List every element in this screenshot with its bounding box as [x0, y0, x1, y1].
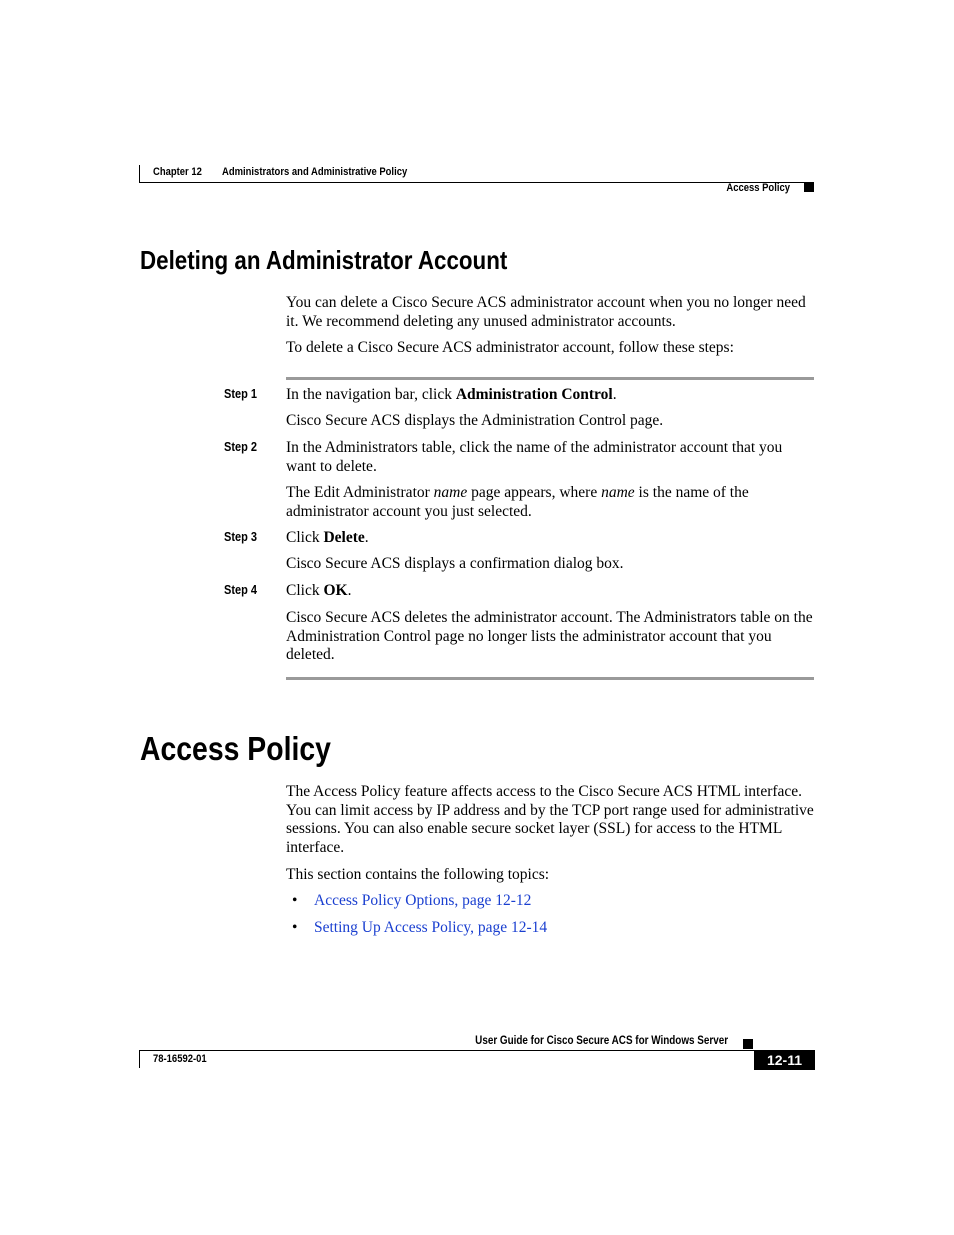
link-setting-up-access-policy[interactable]: Setting Up Access Policy, page 12-14: [314, 919, 548, 936]
step-2-label: Step 2: [224, 440, 258, 454]
step-1-label: Step 1: [224, 387, 258, 401]
step-3-label: Step 3: [224, 530, 258, 544]
header-marker-square: [804, 182, 814, 192]
header-tick: [139, 165, 140, 182]
step-4-action: Click OK.: [286, 582, 352, 599]
chapter-label: Chapter 12: [153, 166, 202, 178]
link-access-policy-options[interactable]: Access Policy Options, page 12-12: [314, 892, 532, 909]
delete-steps-intro: To delete a Cisco Secure ACS administrator account, follow these steps:: [286, 339, 734, 356]
step-4-label: Step 4: [224, 583, 258, 597]
header-rule: [139, 182, 814, 183]
footer-marker-square: [743, 1039, 753, 1049]
step-3-action: Click Delete.: [286, 529, 369, 546]
footer-doc-number: 78-16592-01: [153, 1053, 207, 1065]
running-section-title: Access Policy: [726, 182, 790, 194]
procedure-top-rule: [286, 377, 814, 380]
section-heading-access-policy: Access Policy: [140, 730, 331, 767]
footer-guide-title: User Guide for Cisco Secure ACS for Windows Server: [475, 1035, 728, 1047]
topics-intro: This section contains the following topics:: [286, 866, 550, 883]
step-1-action: In the navigation bar, click Administration Control.: [286, 386, 617, 403]
procedure-bottom-rule: [286, 677, 814, 680]
bullet-1: •: [292, 892, 298, 909]
bullet-2: •: [292, 919, 298, 936]
access-policy-intro: The Access Policy feature affects access to the Cisco Secure ACS HTML interface. You can limit access by IP address and by the TCP port range used for administrative sessions. You can also enable secure socket layer (SSL) for access to the HTML interface.: [286, 783, 814, 856]
step-2-result: The Edit Administrator name page appears, where name is the name of the administrator account you just selected.: [286, 484, 749, 520]
footer-tick: [139, 1050, 140, 1068]
footer-rule: [139, 1050, 814, 1051]
step-1-result: Cisco Secure ACS displays the Administration Control page.: [286, 412, 664, 429]
delete-intro-paragraph: You can delete a Cisco Secure ACS administrator account when you no longer need it. We recommend deleting any unused administrator accounts.: [286, 294, 806, 330]
step-3-ui-term: Delete: [323, 529, 365, 546]
step-3-result: Cisco Secure ACS displays a confirmation dialog box.: [286, 555, 624, 572]
chapter-title: Administrators and Administrative Policy: [222, 166, 408, 178]
step-1-ui-term: Administration Control: [455, 386, 613, 403]
footer-page-number: 12-11: [754, 1050, 815, 1070]
step-4-ui-term: OK: [323, 582, 348, 599]
step-4-result: Cisco Secure ACS deletes the administrator account. The Administrators table on the Administration Control page no longer lists the administrator account that you deleted.: [286, 609, 813, 663]
step-2-action: In the Administrators table, click the name of the administrator account that you want to delete.: [286, 439, 783, 475]
section-heading-delete: Deleting an Administrator Account: [140, 245, 508, 275]
